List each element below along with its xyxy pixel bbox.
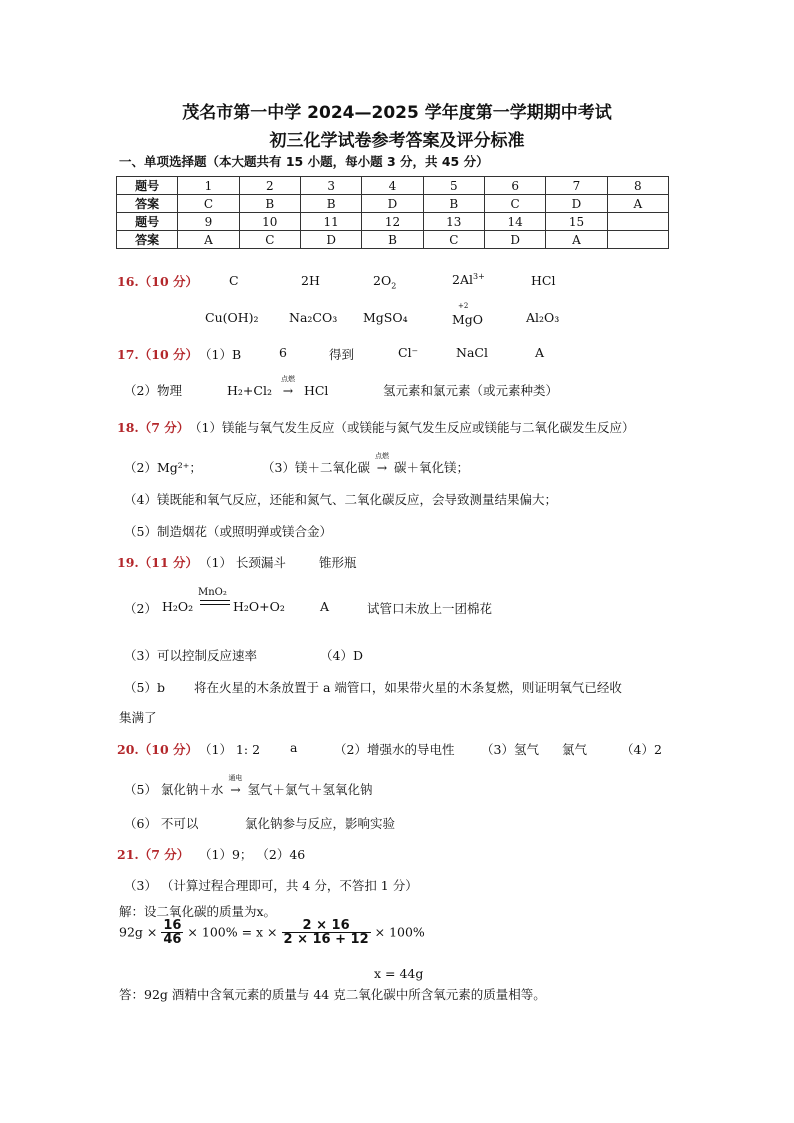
- table-cell: 4: [362, 177, 423, 195]
- equation-reactants: （3）镁＋二氧化碳: [262, 460, 370, 475]
- table-row: [117, 231, 669, 249]
- table-cell: 9: [178, 213, 239, 231]
- equation-double-line: [200, 600, 230, 605]
- equation-reactants: H₂O₂: [162, 599, 194, 614]
- equation-reactants: H₂+Cl₂: [227, 383, 272, 398]
- reaction-condition: 点燃: [280, 375, 295, 383]
- table-cell: C: [178, 195, 239, 213]
- table-cell: C: [423, 231, 484, 249]
- answer-text: 试管口未放上一团棉花: [367, 601, 493, 616]
- answer-result: x = 44g: [374, 966, 424, 981]
- catalyst-label: MnO₂: [198, 587, 227, 598]
- table-cell: A: [178, 231, 239, 249]
- reaction-arrow: 点燃 →: [370, 460, 394, 475]
- math-equation: [119, 919, 425, 946]
- table-cell: A: [546, 231, 607, 249]
- answer-text: C: [229, 273, 239, 288]
- answer-text: （6） 不可以: [124, 816, 199, 831]
- equation-products: H₂O+O₂: [233, 599, 285, 614]
- answer-conclusion: 答：92g 酒精中含氧元素的质量与 44 克二氧化碳中所含氧元素的质量相等。: [119, 987, 546, 1002]
- answer-text: A: [535, 345, 545, 360]
- answer-text: （1）B: [199, 347, 242, 362]
- page-title: 茂名市第一中学 2024—2025 学年度第一学期期中考试: [182, 103, 612, 123]
- equation-products: HCl: [303, 383, 329, 398]
- fraction-denominator: 46: [163, 932, 182, 947]
- answer-text: （2）Mg²⁺；: [124, 460, 202, 475]
- table-cell: B: [239, 195, 300, 213]
- table-cell: 10: [239, 213, 300, 231]
- table-header-cell: 题号: [117, 177, 178, 195]
- table-header-cell: 答案: [117, 231, 178, 249]
- answer-text: （1）镁能与氧气发生反应（或镁能与氮气发生反应或镁能与二氧化碳发生反应）: [189, 420, 635, 435]
- formula-superscript: 3+: [472, 272, 485, 281]
- section-heading: 一、单项选择题（本大题共有 15 小题，每小题 3 分，共 45 分）: [119, 154, 489, 169]
- table-cell: D: [484, 231, 545, 249]
- answer-text: 氯化钠参与反应，影响实验: [245, 816, 396, 831]
- table-cell: 11: [300, 213, 361, 231]
- table-cell: D: [300, 231, 361, 249]
- answer-text: Na₂CO₃: [289, 310, 338, 325]
- reaction-arrow: 通电 →: [223, 782, 247, 797]
- answer-text: （5）b: [124, 680, 165, 695]
- answer-text: 6: [279, 345, 287, 360]
- fraction-numerator: 16: [163, 918, 182, 933]
- table-header-cell: 答案: [117, 195, 178, 213]
- table-row: [117, 177, 669, 195]
- answer-text: Al₂O₃: [526, 310, 560, 325]
- answer-text: （4）D: [320, 648, 363, 663]
- table-cell: 8: [607, 177, 668, 195]
- fraction: [282, 919, 371, 946]
- table-row: [117, 195, 669, 213]
- answer-text: 解：设二氧化碳的质量为x。: [119, 904, 277, 919]
- answer-text: Cl⁻: [398, 345, 419, 360]
- answer-text: MgO: [452, 312, 484, 327]
- question-label: 17.（10 分）: [117, 347, 198, 362]
- valence-mark: +2: [458, 302, 469, 310]
- answer-text: 2H: [301, 273, 320, 288]
- table-cell: 7: [546, 177, 607, 195]
- answer-text: （1） 长颈漏斗: [199, 555, 286, 570]
- answer-table: [116, 176, 669, 249]
- equation-term: 92g ×: [119, 924, 158, 940]
- answer-text: （3） （计算过程合理即可，共 4 分，不答扣 1 分）: [124, 878, 418, 893]
- fraction-denominator: 2 × 16 + 12: [283, 932, 369, 947]
- answer-formula: [452, 272, 485, 287]
- answer-text: 氢元素和氯元素（或元素种类）: [383, 383, 559, 398]
- answer-text: （1）9； （2）46: [199, 847, 306, 862]
- answer-text: 得到: [329, 347, 355, 362]
- answer-text: （5）制造烟花（或照明弹或镁合金）: [124, 524, 332, 539]
- answer-text: （4）镁既能和氧气反应，还能和氮气、二氧化碳反应，会导致测量结果偏大；: [124, 492, 557, 507]
- question-label: 20.（10 分）: [117, 742, 198, 757]
- table-cell: D: [362, 195, 423, 213]
- table-cell: 15: [546, 213, 607, 231]
- question-label: 18.（7 分）: [117, 420, 190, 435]
- table-cell: 5: [423, 177, 484, 195]
- fraction-numerator: 2 × 16: [282, 919, 371, 933]
- page-subtitle: 初三化学试卷参考答案及评分标准: [269, 131, 525, 151]
- table-cell: 13: [423, 213, 484, 231]
- answer-text: （2）: [124, 601, 157, 616]
- answer-text: HCl: [531, 273, 556, 288]
- equation-term: × 100%: [374, 924, 425, 940]
- table-row: [117, 213, 669, 231]
- formula-base: 2O: [373, 273, 392, 288]
- table-cell: A: [607, 195, 668, 213]
- table-cell: C: [484, 195, 545, 213]
- answer-text: MgSO₄: [363, 310, 408, 325]
- chemical-equation: [262, 452, 469, 476]
- answer-text: （3）氢气: [481, 742, 539, 757]
- answer-text: 集满了: [119, 710, 157, 725]
- chemical-equation: [227, 375, 329, 398]
- question-label: 16.（10 分）: [117, 274, 198, 289]
- chemical-equation: [124, 774, 373, 798]
- table-cell: 1: [178, 177, 239, 195]
- table-cell: B: [300, 195, 361, 213]
- formula-subscript: 2: [391, 281, 397, 291]
- answer-text: （2）增强水的导电性: [334, 742, 455, 757]
- equation-products: 氢气＋氯气＋氢氧化钠: [247, 782, 373, 797]
- answer-formula: [373, 273, 396, 291]
- answer-text: 将在火星的木条放置于 a 端管口，如果带火星的木条复燃，则证明氧气已经收: [194, 680, 622, 695]
- table-header-cell: 题号: [117, 213, 178, 231]
- table-cell: B: [423, 195, 484, 213]
- question-label: 19.（11 分）: [117, 555, 198, 570]
- answer-text: 锥形瓶: [319, 555, 357, 570]
- answer-text: NaCl: [456, 345, 488, 360]
- equation-term: × 100% = x ×: [187, 924, 278, 940]
- table-cell: [607, 213, 668, 231]
- table-cell: C: [239, 231, 300, 249]
- answer-text: A: [320, 599, 330, 614]
- reaction-condition: 通电: [228, 774, 243, 782]
- table-cell: 2: [239, 177, 300, 195]
- answer-text: a: [290, 740, 298, 755]
- equation-products: 碳＋氧化镁；: [393, 460, 469, 475]
- reaction-arrow: 点燃 →: [276, 383, 300, 398]
- answer-text: （3）可以控制反应速率: [124, 648, 257, 663]
- question-label: 21.（7 分）: [117, 847, 190, 862]
- answer-text: （4）2: [621, 742, 662, 757]
- fraction: [161, 919, 183, 946]
- table-cell: 12: [362, 213, 423, 231]
- table-cell: B: [362, 231, 423, 249]
- answer-text: （2）物理: [124, 383, 182, 398]
- table-cell: 3: [300, 177, 361, 195]
- table-cell: [607, 231, 668, 249]
- answer-text: 氯气: [562, 742, 588, 757]
- answer-text: Cu(OH)₂: [205, 310, 259, 325]
- formula-base: 2Al: [452, 272, 473, 288]
- table-cell: 14: [484, 213, 545, 231]
- equation-reactants: （5） 氯化钠＋水: [124, 782, 224, 797]
- answer-text: （1） 1: 2: [199, 742, 261, 757]
- reaction-condition: 点燃: [374, 452, 389, 460]
- table-cell: D: [546, 195, 607, 213]
- table-cell: 6: [484, 177, 545, 195]
